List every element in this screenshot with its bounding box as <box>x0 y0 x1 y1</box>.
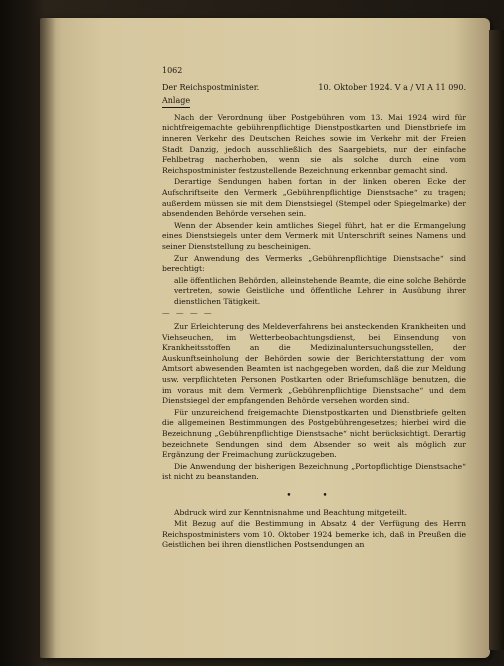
paragraph-6: Für unzureichend freigemachte Dienstpostkarten und Dienstbriefe gelten die allgemeinen Bestimmungen des Postgebührengesetzes; hierbei wird die Bezeichnung „Gebührenpflichtige Dienstsache“ nicht berücksichtigt. Derartig bezeichnete Sendungen sind dem Absender so weit als möglich zur Ergänzung der Freimachung zurückzugeben. <box>162 407 466 460</box>
paragraph-4: Zur Anwendung des Vermerks „Gebührenpflichtige Dienstsache“ sind berechtigt: <box>162 253 466 274</box>
page-gutter-shadow <box>40 18 56 658</box>
paragraph-2: Derartige Sendungen haben fortan in der linken oberen Ecke der Aufschriftseite den Vermerk „Gebührenpflichtige Dienstsache“ zu tragen; außerdem müssen sie mit dem Dienstsiegel (Stempel oder Spiegelmarke) der absendenden Behörde versehen sein. <box>162 177 466 219</box>
header-left: Der Reichspostminister. <box>162 82 260 92</box>
page-number: 1062 <box>162 66 183 75</box>
anlage-label: Anlage <box>162 96 190 108</box>
dash-separator: — — — — <box>162 308 214 318</box>
bullet-separator: • • <box>286 490 342 501</box>
paragraph-7: Die Anwendung der bisherigen Bezeichnung „Portopflichtige Dienstsache“ ist nicht zu beanstanden. <box>162 461 466 482</box>
closing-paragraph-1: Abdruck wird zur Kenntnisnahme und Beachtung mitgeteilt. <box>174 507 408 517</box>
page-header <box>162 83 466 94</box>
book-edge <box>489 30 504 650</box>
closing-paragraph-2: Mit Bezug auf die Bestimmung in Absatz 4 der Verfügung des Herrn Reichspostministers vom 10. Oktober 1924 bemerke ich, daß in Preußen die Geistlichen bei ihren dienstlichen Postsendungen an <box>162 519 466 550</box>
list-item-authorities: alle öffentlichen Behörden, alleinstehende Beamte, die eine solche Behörde vertreten, sowie Geistliche und öffentliche Lehrer in Ausübung ihrer dienstlichen Tätigkeit. <box>174 275 466 306</box>
paragraph-1: Nach der Verordnung über Postgebühren vom 13. Mai 1924 wird für nichtfreigemachte gebührenpflichtige Dienstpostkarten und Dienstbriefe im inneren Verkehr des Deutschen Reiches sowie im Verkehr mit der Freien Stadt Danzig, jedoch ausschließlich des Saargebiets, nur der einfache Fehlbetrag nacherhoben, wenn sie als solche durch eine vom Reichspostminister festzustellende Bezeichnung erkennbar gemacht sind. <box>162 112 466 175</box>
header-right: 10. Oktober 1924. V a / VI A 11 090. <box>318 82 466 92</box>
paragraph-5: Zur Erleichterung des Meldeverfahrens bei ansteckenden Krankheiten und Viehseuchen, im Wetterbeobachtungsdienst, bei Einsendung von Krankheitsstoffen an die Medizinaluntersuchungsstellen, der Auskunftseinholung der Behörden sowie der Berichterstattung der vom Amtsort abwesenden Beamten ist nachgegeben worden, daß die zur Meldung usw. verpflichteten Personen Postkarten oder Briefumschläge benutzen, die im voraus mit dem Vermerk „Gebührenpflichtige Dienstsache“ und dem Dienstsiegel der empfangenden Behörde versehen worden sind. <box>162 322 466 406</box>
page-text <box>162 66 466 552</box>
paragraph-3: Wenn der Absender kein amtliches Siegel führt, hat er die Ermangelung eines Dienstsiegels unter dem Vermerk mit Unterschrift seines Namens und seiner Dienststellung zu bescheinigen. <box>162 220 466 251</box>
